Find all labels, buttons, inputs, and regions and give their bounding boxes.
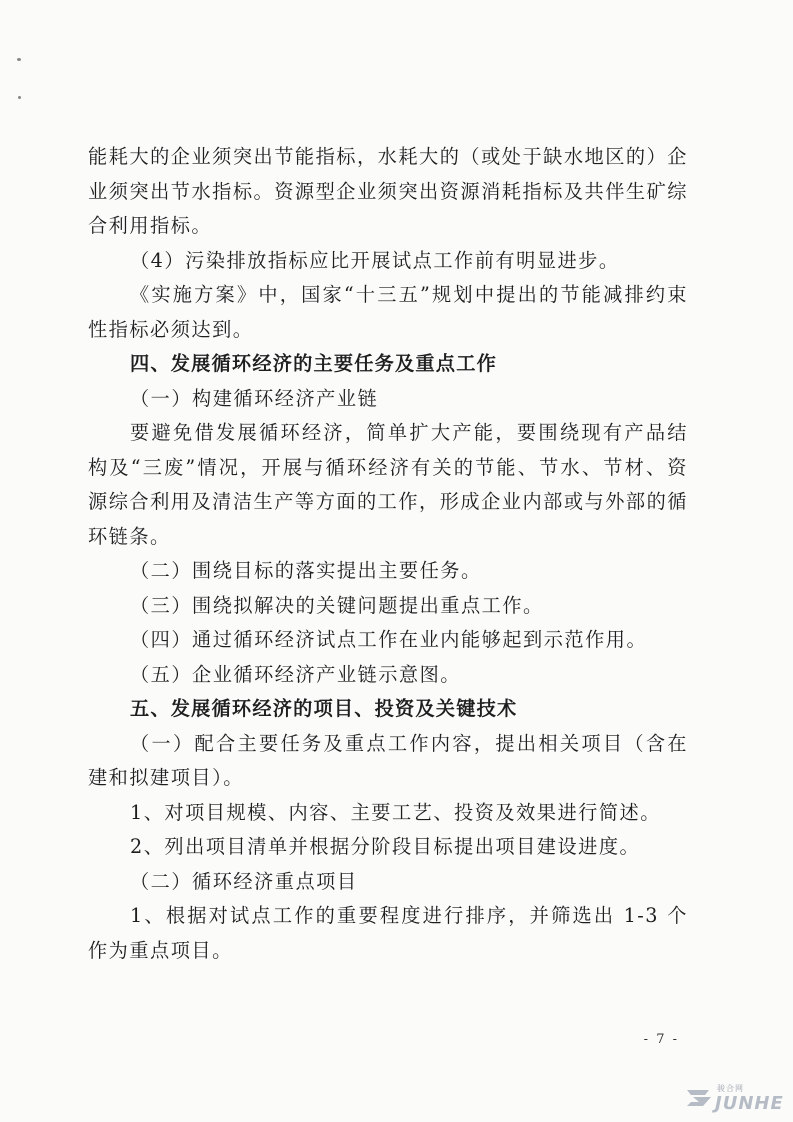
subsection-heading: （一）构建循环经济产业链 — [130, 386, 379, 410]
watermark-brand-cn: 骏合网 — [717, 1084, 744, 1093]
list-item: （三）围绕拟解决的关键问题提出重点工作。 — [130, 593, 544, 617]
document-body — [88, 140, 688, 968]
watermark-logo — [685, 1080, 785, 1114]
watermark-brand-en: JUNHE — [715, 1093, 784, 1114]
paragraph: 《实施方案》中，国家“十三五”规划中提出的节能减排约束性指标必须达到。 — [88, 283, 688, 341]
junhe-logo-icon — [685, 1086, 713, 1108]
list-item: （二）围绕目标的落实提出主要任务。 — [130, 559, 482, 582]
scan-speck — [17, 58, 21, 61]
list-item: （五）企业循环经济产业链示意图。 — [130, 662, 461, 686]
list-item: 1、对项目规模、内容、主要工艺、投资及效果进行简述。 — [130, 800, 661, 824]
list-item: 2、列出项目清单并根据分阶段目标提出项目建设进度。 — [130, 835, 641, 858]
list-item: （四）通过循环经济试点工作在业内能够起到示范作用。 — [130, 628, 648, 651]
section-heading: 五、发展循环经济的项目、投资及关键技术 — [130, 697, 518, 720]
page-number: - 7 - — [643, 1032, 679, 1047]
paragraph: （一）配合主要任务及重点工作内容，提出相关项目（含在建和拟建项目）。 — [88, 731, 688, 789]
scan-speck — [18, 96, 21, 99]
section-heading: 四、发展循环经济的主要任务及重点工作 — [130, 352, 497, 375]
paragraph: （4）污染排放指标应比开展试点工作前有明显进步。 — [130, 248, 620, 272]
paragraph: 能耗大的企业须突出节能指标，水耗大的（或处于缺水地区的）企业须突出节水指标。资源型企业须突出资源消耗指标及共伴生矿综合利用指标。 — [88, 145, 688, 237]
paragraph: 要避免借发展循环经济，简单扩大产能，要围绕现有产品结构及“三废”情况，开展与循环经济有关的节能、节水、节材、资源综合利用及清洁生产等方面的工作，形成企业内部或与外部的循环链条。 — [88, 421, 688, 548]
list-item: 1、根据对试点工作的重要程度进行排序，并筛选出 1-3 个作为重点项目。 — [88, 904, 688, 962]
subsection-heading: （二）循环经济重点项目 — [130, 869, 358, 893]
